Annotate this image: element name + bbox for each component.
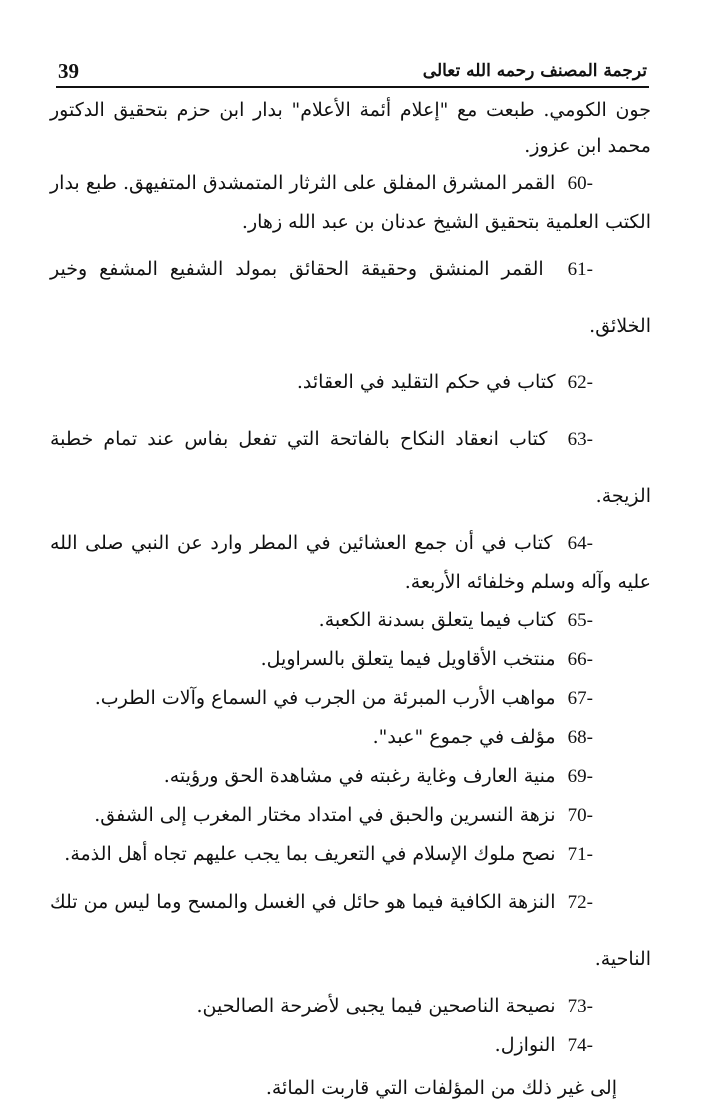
item-text: مواهب الأرب المبرئة من الجرب في السماع وآلات الطرب.	[94, 687, 556, 709]
item-text: مؤلف في جموع "عبد".	[372, 726, 556, 748]
item-number: 63-	[567, 429, 593, 450]
item-number: 69-	[567, 766, 593, 787]
item-text: نصح ملوك الإسلام في التعريف بما يجب عليهم تجاه أهل الذمة.	[64, 843, 556, 865]
closing-sentence: إلى غير ذلك من المؤلفات التي قاربت المائة.	[265, 1077, 617, 1099]
list-item	[50, 987, 651, 1026]
item-text: نصيحة الناصحين فيما يجبى لأضرحة الصالحين.	[196, 995, 556, 1017]
list-item	[50, 411, 651, 524]
list-item	[50, 354, 651, 411]
list-item	[50, 640, 651, 679]
running-title: ترجمة المصنف رحمه الله تعالى	[422, 61, 647, 81]
item-text: النزهة الكافية فيما هو حائل في الغسل والمسح وما ليس من تلك الناحية.	[50, 891, 651, 970]
intro-paragraph: جون الكومي. طبعت مع "إعلام أئمة الأعلام" بدار ابن حزم بتحقيق الدكتور محمد ابن عزوز.	[50, 99, 651, 157]
item-number: 64-	[567, 533, 593, 554]
item-number: 60-	[567, 173, 593, 194]
page-number: 39	[58, 59, 79, 83]
item-number: 67-	[567, 688, 593, 709]
item-number: 61-	[567, 259, 593, 280]
list-item	[50, 241, 651, 354]
item-number: 72-	[567, 892, 593, 913]
item-text: القمر المشرق المفلق على الثرثار المتمشدق المتفيهق. طبع بدار الكتب العلمية بتحقيق الشيخ عدنان بن عبد الله زهار.	[50, 172, 651, 233]
item-number: 65-	[567, 610, 593, 631]
list-item	[50, 1026, 651, 1065]
list-item	[50, 835, 651, 874]
list-item	[50, 796, 651, 835]
page-body	[50, 92, 651, 1107]
item-text: كتاب في حكم التقليد في العقائد.	[296, 371, 556, 393]
item-text: منتخب الأقاويل فيما يتعلق بالسراويل.	[260, 648, 556, 670]
item-text: كتاب فيما يتعلق بسدنة الكعبة.	[318, 609, 556, 631]
list-item	[50, 679, 651, 718]
item-text: منية العارف وغاية رغبته في مشاهدة الحق ورؤيته.	[163, 765, 556, 787]
item-number: 68-	[567, 727, 593, 748]
item-number: 62-	[567, 372, 593, 393]
item-number: 71-	[567, 844, 593, 865]
item-number: 66-	[567, 649, 593, 670]
item-text: القمر المنشق وحقيقة الحقائق بمولد الشفيع المشفع وخير الخلائق.	[50, 258, 651, 337]
list-item	[50, 164, 651, 241]
item-text: نزهة النسرين والحبق في امتداد مختار المغرب إلى الشفق.	[94, 804, 556, 826]
list-item	[50, 524, 651, 601]
page-header	[56, 56, 649, 88]
list-item	[50, 874, 651, 987]
list-item	[50, 601, 651, 640]
item-text: النوازل.	[494, 1034, 556, 1056]
item-text: كتاب في أن جمع العشائين في المطر وارد عن النبي صلى الله عليه وآله وسلم وخلفائه الأربعة.	[50, 532, 651, 593]
item-number: 70-	[567, 805, 593, 826]
list-item	[50, 718, 651, 757]
item-number: 74-	[567, 1035, 593, 1056]
item-text: كتاب انعقاد النكاح بالفاتحة التي تفعل بفاس عند تمام خطبة الزيجة.	[50, 428, 651, 507]
item-number: 73-	[567, 996, 593, 1017]
list-item	[50, 757, 651, 796]
